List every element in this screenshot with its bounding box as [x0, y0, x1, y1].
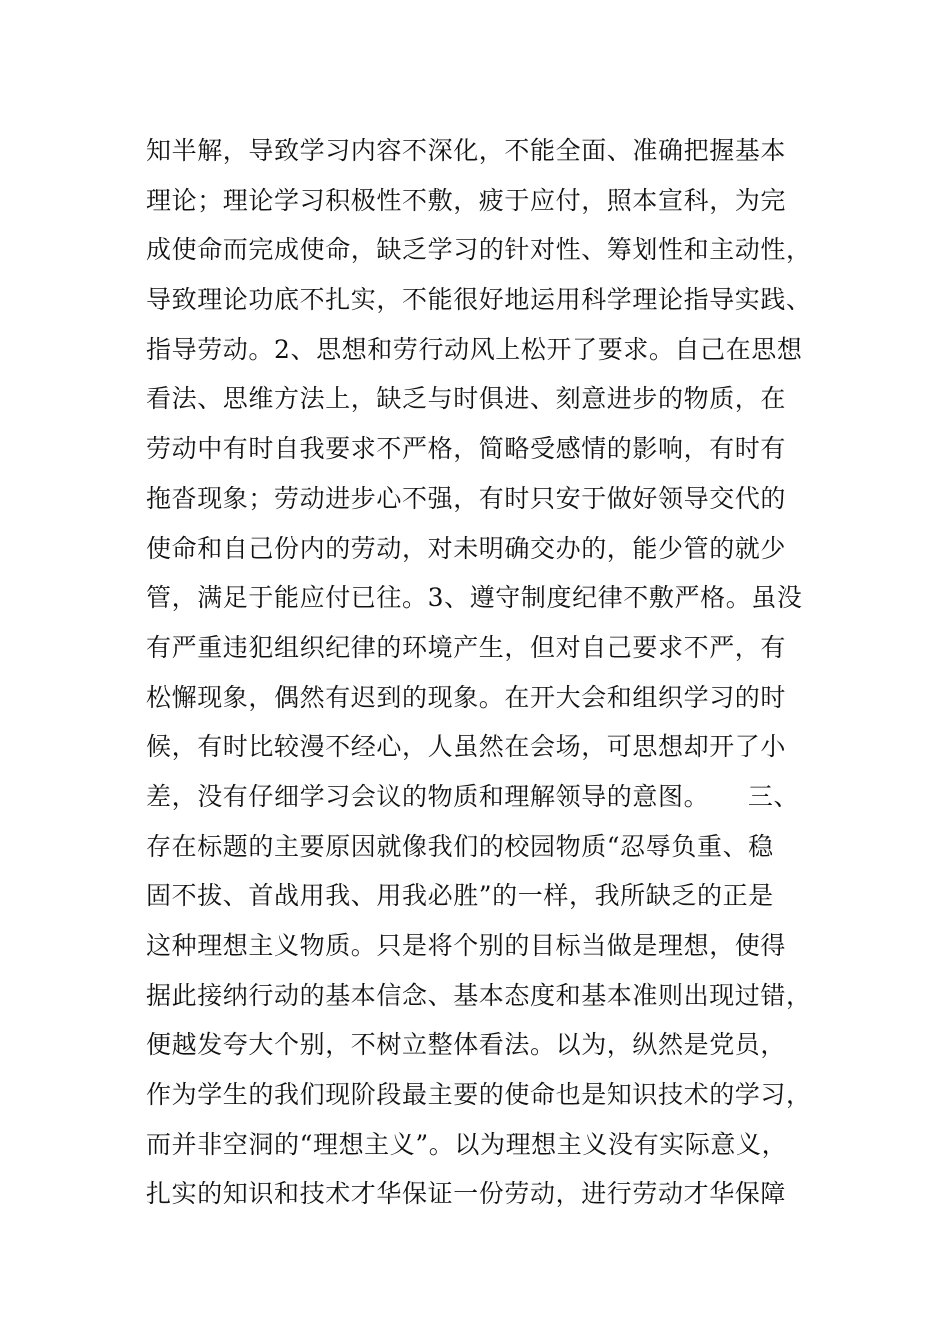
text-line-22: 扎实的知识和技术才华保证一份劳动，进行劳动才华保障 [146, 1179, 787, 1209]
text-line-20: 作为学生的我们现阶段最主要的使命也是知识技术的学习， [146, 1080, 812, 1110]
text-line-7: 劳动中有时自我要求不严格，简略受感情的影响，有时有 [146, 434, 787, 464]
text-line-8: 拖沓现象；劳动进步心不强，有时只安于做好领导交代的 [146, 483, 787, 513]
text-line-17: 这种理想主义物质。只是将个别的目标当做是理想，使得 [146, 931, 787, 960]
text-line-11: 有严重违犯组织纪律的环境产生，但对自己要求不严，有 [146, 632, 787, 662]
text-line-2: 理论；理论学习积极性不敷，疲于应付，照本宣科，为完 [146, 185, 787, 215]
text-line-10: 管，满足于能应付已往。3、遵守制度纪律不敷严格。虽没 [146, 583, 803, 613]
text-line-21: 而并非空洞的“理想主义”。以为理想主义没有实际意义， [146, 1129, 788, 1159]
text-line-18: 据此接纳行动的基本信念、基本态度和基本准则出现过错， [146, 980, 812, 1010]
body-text [146, 126, 812, 1219]
text-line-3: 成使命而完成使命，缺乏学习的针对性、筹划性和主动性， [146, 235, 812, 265]
text-line-13: 候，有时比较漫不经心，人虽然在会场，可思想却开了小 [146, 732, 787, 762]
text-line-19: 便越发夸大个别，不树立整体看法。以为，纵然是党员， [146, 1030, 787, 1060]
text-line-16: 固不拔、首战用我、用我必胜”的一样，我所缺乏的正是 [146, 881, 774, 911]
text-line-4: 导致理论功底不扎实，不能很好地运用科学理论指导实践、 [146, 285, 812, 315]
text-line-5: 指导劳动。2、思想和劳行动风上松开了要求。自己在思想 [146, 334, 803, 364]
text-line-1: 知半解，导致学习内容不深化，不能全面、准确把握基本 [146, 136, 787, 165]
text-line-15: 存在标题的主要原因就像我们的校园物质“忍辱负重、稳 [146, 831, 774, 861]
text-line-12: 松懈现象，偶然有迟到的现象。在开大会和组织学习的时 [146, 682, 787, 712]
text-line-6: 看法、思维方法上，缺乏与时俱进、刻意进步的物质，在 [146, 384, 787, 414]
text-line-9: 使命和自己份内的劳动，对未明确交办的，能少管的就少 [146, 533, 787, 563]
text-line-14: 差，没有仔细学习会议的物质和理解领导的意图。 三、 [146, 781, 800, 811]
